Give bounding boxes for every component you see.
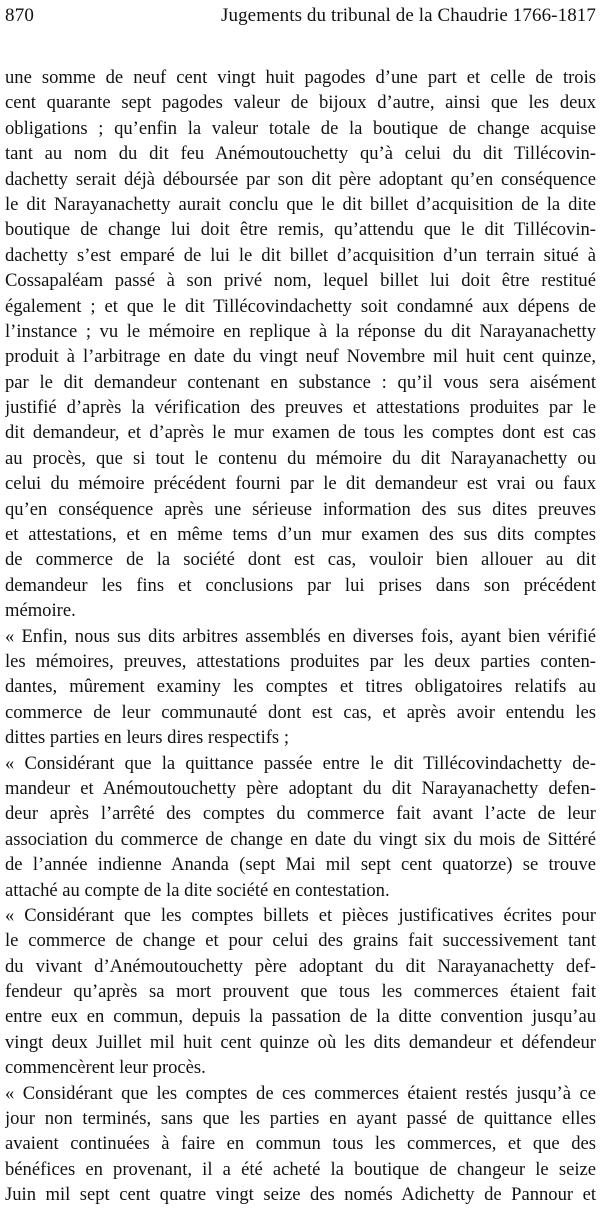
page-number: 870 bbox=[5, 5, 35, 26]
text-line: attaché au compte de la dite société en contestation. bbox=[5, 879, 390, 901]
text-line: au procès, que si tout le contenu du mémoire du dit Narayanachetty ou bbox=[5, 447, 596, 469]
text-line: dachetty s’est emparé de lui le dit billet d’acquisition d’un terrain situé à bbox=[5, 244, 596, 266]
text-line: Cossapaléam passé à son privé nom, lequel billet lui doit être restitué bbox=[5, 270, 596, 292]
text-line: produit à l’arbitrage en date du vingt neuf Novembre mil huit cent quinze, bbox=[5, 346, 596, 368]
text-line: « Considérant que les comptes de ces commerces étaient restés jusqu’à ce bbox=[5, 1082, 596, 1104]
text-line: « Considérant que la quittance passée entre le dit Tillécovindachetty de- bbox=[5, 752, 596, 774]
text-line: dittes parties en leurs dires respectifs ; bbox=[5, 727, 289, 749]
text-line: vingt deux Juillet mil huit cent quinze où les dits demandeur et défendeur bbox=[5, 1031, 596, 1053]
text-line: le dit Narayanachetty aurait conclu que le dit billet d’acquisition de la dite bbox=[5, 193, 596, 215]
text-line: fendeur qu’après sa mort prouvent que tous les commerces étaient fait bbox=[5, 981, 596, 1003]
text-line: l’instance ; vu le mémoire en replique à la réponse du dit Narayanachetty bbox=[5, 320, 596, 342]
text-line: boutique de change lui doit être remis, qu’attendu que le dit Tillécovin- bbox=[5, 219, 596, 241]
text-line: association du commerce de change en date du vingt six du mois de Sittéré bbox=[5, 828, 596, 850]
text-line: une somme de neuf cent vingt huit pagodes d’une part et celle de trois bbox=[5, 67, 596, 88]
text-line: obligations ; qu’enfin la valeur totale de la boutique de change acquise bbox=[5, 117, 596, 139]
text-line: « Considérant que les comptes billets et pièces justificatives écrites pour bbox=[5, 904, 596, 926]
text-line: deur après l’arrêté des comptes du commerce fait avant l’acte de leur bbox=[5, 803, 596, 825]
text-line: du vivant d’Anémoutouchetty père adoptant du dit Narayanachetty def- bbox=[5, 955, 596, 977]
text-line: cent quarante sept pagodes valeur de bijoux d’autre, ainsi que les deux bbox=[5, 92, 596, 114]
text-line: commencèrent leur procès. bbox=[5, 1057, 206, 1079]
text-line: dantes, mûrement examiny les comptes et titres obligatoires relatifs au bbox=[5, 676, 596, 698]
text-line: les mémoires, preuves, attestations produites par les deux parties conten- bbox=[5, 650, 596, 672]
text-line: bénéfices en provenant, il a été acheté la boutique de changeur le seize bbox=[5, 1158, 596, 1180]
text-line: qu’en conséquence après une sérieuse information des sus dites preuves bbox=[5, 498, 596, 520]
text-line: avaient continuées à faire en commun tous les commerces, et que des bbox=[5, 1133, 596, 1155]
text-line: celui du mémoire précédent fourni par le dit demandeur est vrai ou faux bbox=[5, 473, 596, 495]
text-line: dachetty serait déjà déboursée par son dit père adoptant qu’en conséquence bbox=[5, 168, 596, 190]
text-line: de commerce de la société dont est cas, vouloir bien allouer au dit bbox=[5, 549, 596, 571]
text-line: Juin mil sept cent quatre vingt seize des només Adichetty de Pannour et bbox=[5, 1184, 596, 1206]
text-line: mémoire. bbox=[5, 600, 76, 622]
text-line: mandeur et Anémoutouchetty père adoptant du dit Narayanachetty defen- bbox=[5, 777, 596, 799]
text-line: le commerce de change et pour celui des grains fait successivement tant bbox=[5, 930, 596, 952]
text-line: justifié d’après la vérification des preuves et attestations produites par le bbox=[5, 397, 596, 419]
text-line: entre eux en commun, depuis la passation de la ditte convention jusqu’au bbox=[5, 1006, 596, 1028]
text-line: également ; et que le dit Tillécovindachetty soit condamné aux dépens de bbox=[5, 295, 596, 317]
running-title: Jugements du tribunal de la Chaudrie 1766-1817 bbox=[220, 5, 596, 26]
text-line: par le dit demandeur contenant en substance : qu’il vous sera aisément bbox=[5, 371, 596, 393]
text-line: commerce de leur communauté dont est cas, et après avoir entendu les bbox=[5, 701, 596, 723]
text-line: et attestations, et en même tems d’un mur examen des sus dits comptes bbox=[5, 524, 596, 546]
text-line: « Enfin, nous sus dits arbitres assemblés en diverses fois, ayant bien vérifié bbox=[5, 625, 596, 647]
text-line: tant au nom du dit feu Anémoutouchetty qu’à celui du dit Tillécovin- bbox=[5, 143, 596, 165]
text-line: demandeur les fins et conclusions par lui prises dans son précédent bbox=[5, 574, 596, 596]
text-line: de l’année indienne Ananda (sept Mai mil sept cent quatorze) se trouve bbox=[5, 854, 596, 876]
text-line: jour non terminés, sans que les parties en ayant passé de quittance elles bbox=[5, 1108, 596, 1130]
body-text bbox=[5, 65, 596, 1208]
text-line: dit demandeur, et d’après le mur examen de tous les comptes dont est cas bbox=[5, 422, 596, 444]
page-header bbox=[5, 3, 596, 29]
